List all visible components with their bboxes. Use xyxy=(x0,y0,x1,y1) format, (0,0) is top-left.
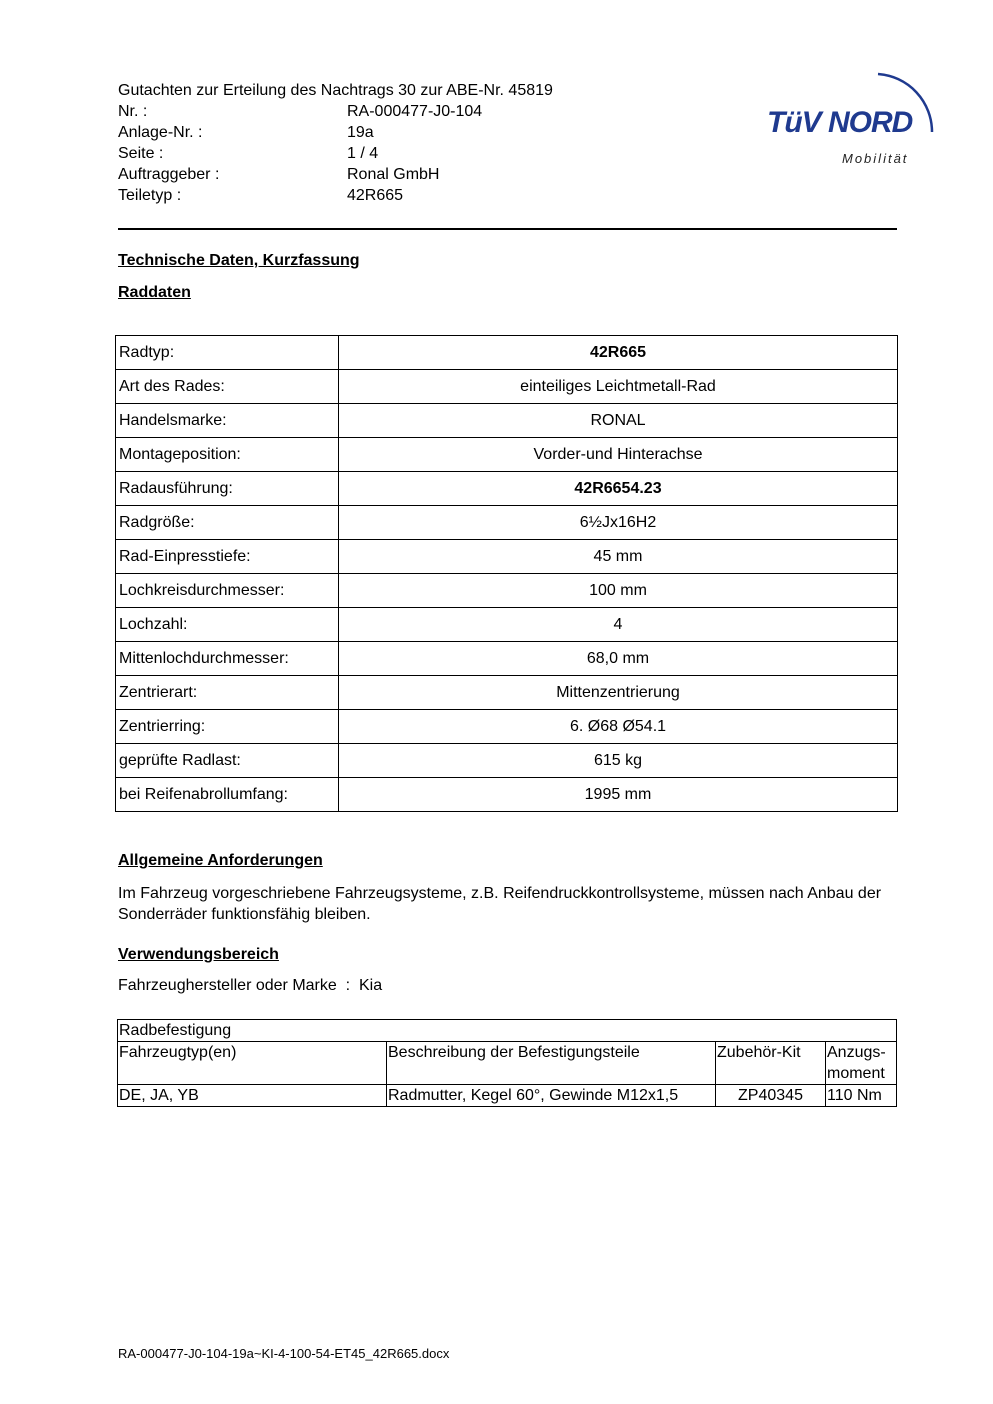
row-label: Radausführung: xyxy=(116,472,339,506)
section-heading-wheel: Raddaten xyxy=(118,284,191,301)
table-row xyxy=(118,1020,897,1042)
row-value: 4 xyxy=(339,608,898,642)
header-row-teiletyp xyxy=(118,185,678,206)
header-vehicle-types: Fahrzeugtyp(en) xyxy=(118,1042,387,1085)
header-value: RA-000477-J0-104 xyxy=(347,103,483,120)
table-header-row xyxy=(118,1042,897,1085)
header-label: Nr. : xyxy=(118,103,148,120)
row-label: Handelsmarke: xyxy=(116,404,339,438)
table-row xyxy=(116,438,898,472)
row-label: Art des Rades: xyxy=(116,370,339,404)
footer-filename: RA-000477-J0-104-19a~KI-4-100-54-ET45_42R665.docx xyxy=(118,1346,450,1361)
header-row-nr xyxy=(118,101,678,122)
document-header xyxy=(118,80,678,206)
header-value: 19a xyxy=(347,124,374,141)
table-row xyxy=(116,608,898,642)
header-description: Beschreibung der Befestigungsteile xyxy=(387,1042,716,1085)
header-torque-line2: moment xyxy=(827,1065,885,1082)
wheel-fixing-table xyxy=(117,1019,897,1107)
row-label: Zentrierart: xyxy=(116,676,339,710)
header-label: Anlage-Nr. : xyxy=(118,124,203,141)
row-label: Radgröße: xyxy=(116,506,339,540)
header-row-anlage xyxy=(118,122,678,143)
row-value: 100 mm xyxy=(339,574,898,608)
row-value: 42R665 xyxy=(339,336,898,370)
header-row-auftraggeber xyxy=(118,164,678,185)
row-value: 1995 mm xyxy=(339,778,898,812)
section-heading-tech: Technische Daten, Kurzfassung xyxy=(118,252,360,269)
header-torque xyxy=(826,1042,897,1085)
vehicle-maker-line xyxy=(118,977,382,995)
header-value: 1 / 4 xyxy=(347,145,379,162)
section-heading-usage: Verwendungsbereich xyxy=(118,946,279,963)
row-value: 45 mm xyxy=(339,540,898,574)
cell-vehicle-types: DE, JA, YB xyxy=(118,1085,387,1107)
header-kit: Zubehör-Kit xyxy=(716,1042,826,1085)
table-row xyxy=(116,676,898,710)
table-row xyxy=(116,710,898,744)
tuv-nord-logo xyxy=(760,56,950,176)
general-text: Im Fahrzeug vorgeschriebene Fahrzeugsysteme, z.B. Reifendruckkontrollsysteme, müssen nach Anbau der Sonderräder funktionsfähig bleiben. xyxy=(118,885,882,923)
row-label: geprüfte Radlast: xyxy=(116,744,339,778)
header-label: Teiletyp : xyxy=(118,187,182,204)
table-row xyxy=(116,540,898,574)
row-label: Rad-Einpresstiefe: xyxy=(116,540,339,574)
table-row xyxy=(116,404,898,438)
row-value: 42R6654.23 xyxy=(339,472,898,506)
logo-subtitle: Mobilität xyxy=(842,151,909,166)
fixing-table-title: Radbefestigung xyxy=(118,1020,897,1042)
table-row xyxy=(116,778,898,812)
row-label: Mittenlochdurchmesser: xyxy=(116,642,339,676)
row-value: 6. Ø68 Ø54.1 xyxy=(339,710,898,744)
header-row-seite xyxy=(118,143,678,164)
table-row xyxy=(116,642,898,676)
table-row xyxy=(116,506,898,540)
cell-torque: 110 Nm xyxy=(826,1085,897,1107)
maker-separator: : xyxy=(336,977,359,994)
header-divider xyxy=(118,228,897,230)
document-title: Gutachten zur Erteilung des Nachtrags 30 zur ABE-Nr. 45819 xyxy=(118,82,553,99)
header-title-row xyxy=(118,80,678,101)
table-row xyxy=(116,370,898,404)
row-value: Mittenzentrierung xyxy=(339,676,898,710)
header-label: Seite : xyxy=(118,145,164,162)
cell-kit: ZP40345 xyxy=(716,1085,826,1107)
row-label: Zentrierring: xyxy=(116,710,339,744)
header-value: Ronal GmbH xyxy=(347,166,440,183)
row-value: 615 kg xyxy=(339,744,898,778)
row-label: Montageposition: xyxy=(116,438,339,472)
row-label: bei Reifenabrollumfang: xyxy=(116,778,339,812)
header-label: Auftraggeber : xyxy=(118,166,220,183)
maker-label: Fahrzeughersteller oder Marke xyxy=(118,977,337,994)
row-value: Vorder-und Hinterachse xyxy=(339,438,898,472)
header-torque-line1: Anzugs- xyxy=(827,1044,886,1061)
row-value: 68,0 mm xyxy=(339,642,898,676)
table-row xyxy=(116,472,898,506)
cell-description: Radmutter, Kegel 60°, Gewinde M12x1,5 xyxy=(387,1085,716,1107)
table-row xyxy=(116,744,898,778)
wheel-data-table xyxy=(115,335,898,812)
row-label: Lochzahl: xyxy=(116,608,339,642)
row-value: einteiliges Leichtmetall-Rad xyxy=(339,370,898,404)
section-heading-general: Allgemeine Anforderungen xyxy=(118,852,323,869)
maker-value: Kia xyxy=(359,977,383,994)
logo-wordmark: TüV NORD xyxy=(767,106,913,139)
row-value: 6½Jx16H2 xyxy=(339,506,898,540)
row-value: RONAL xyxy=(339,404,898,438)
header-value: 42R665 xyxy=(347,187,404,204)
table-row xyxy=(116,336,898,370)
table-row xyxy=(118,1085,897,1107)
row-label: Radtyp: xyxy=(116,336,339,370)
table-row xyxy=(116,574,898,608)
row-label: Lochkreisdurchmesser: xyxy=(116,574,339,608)
